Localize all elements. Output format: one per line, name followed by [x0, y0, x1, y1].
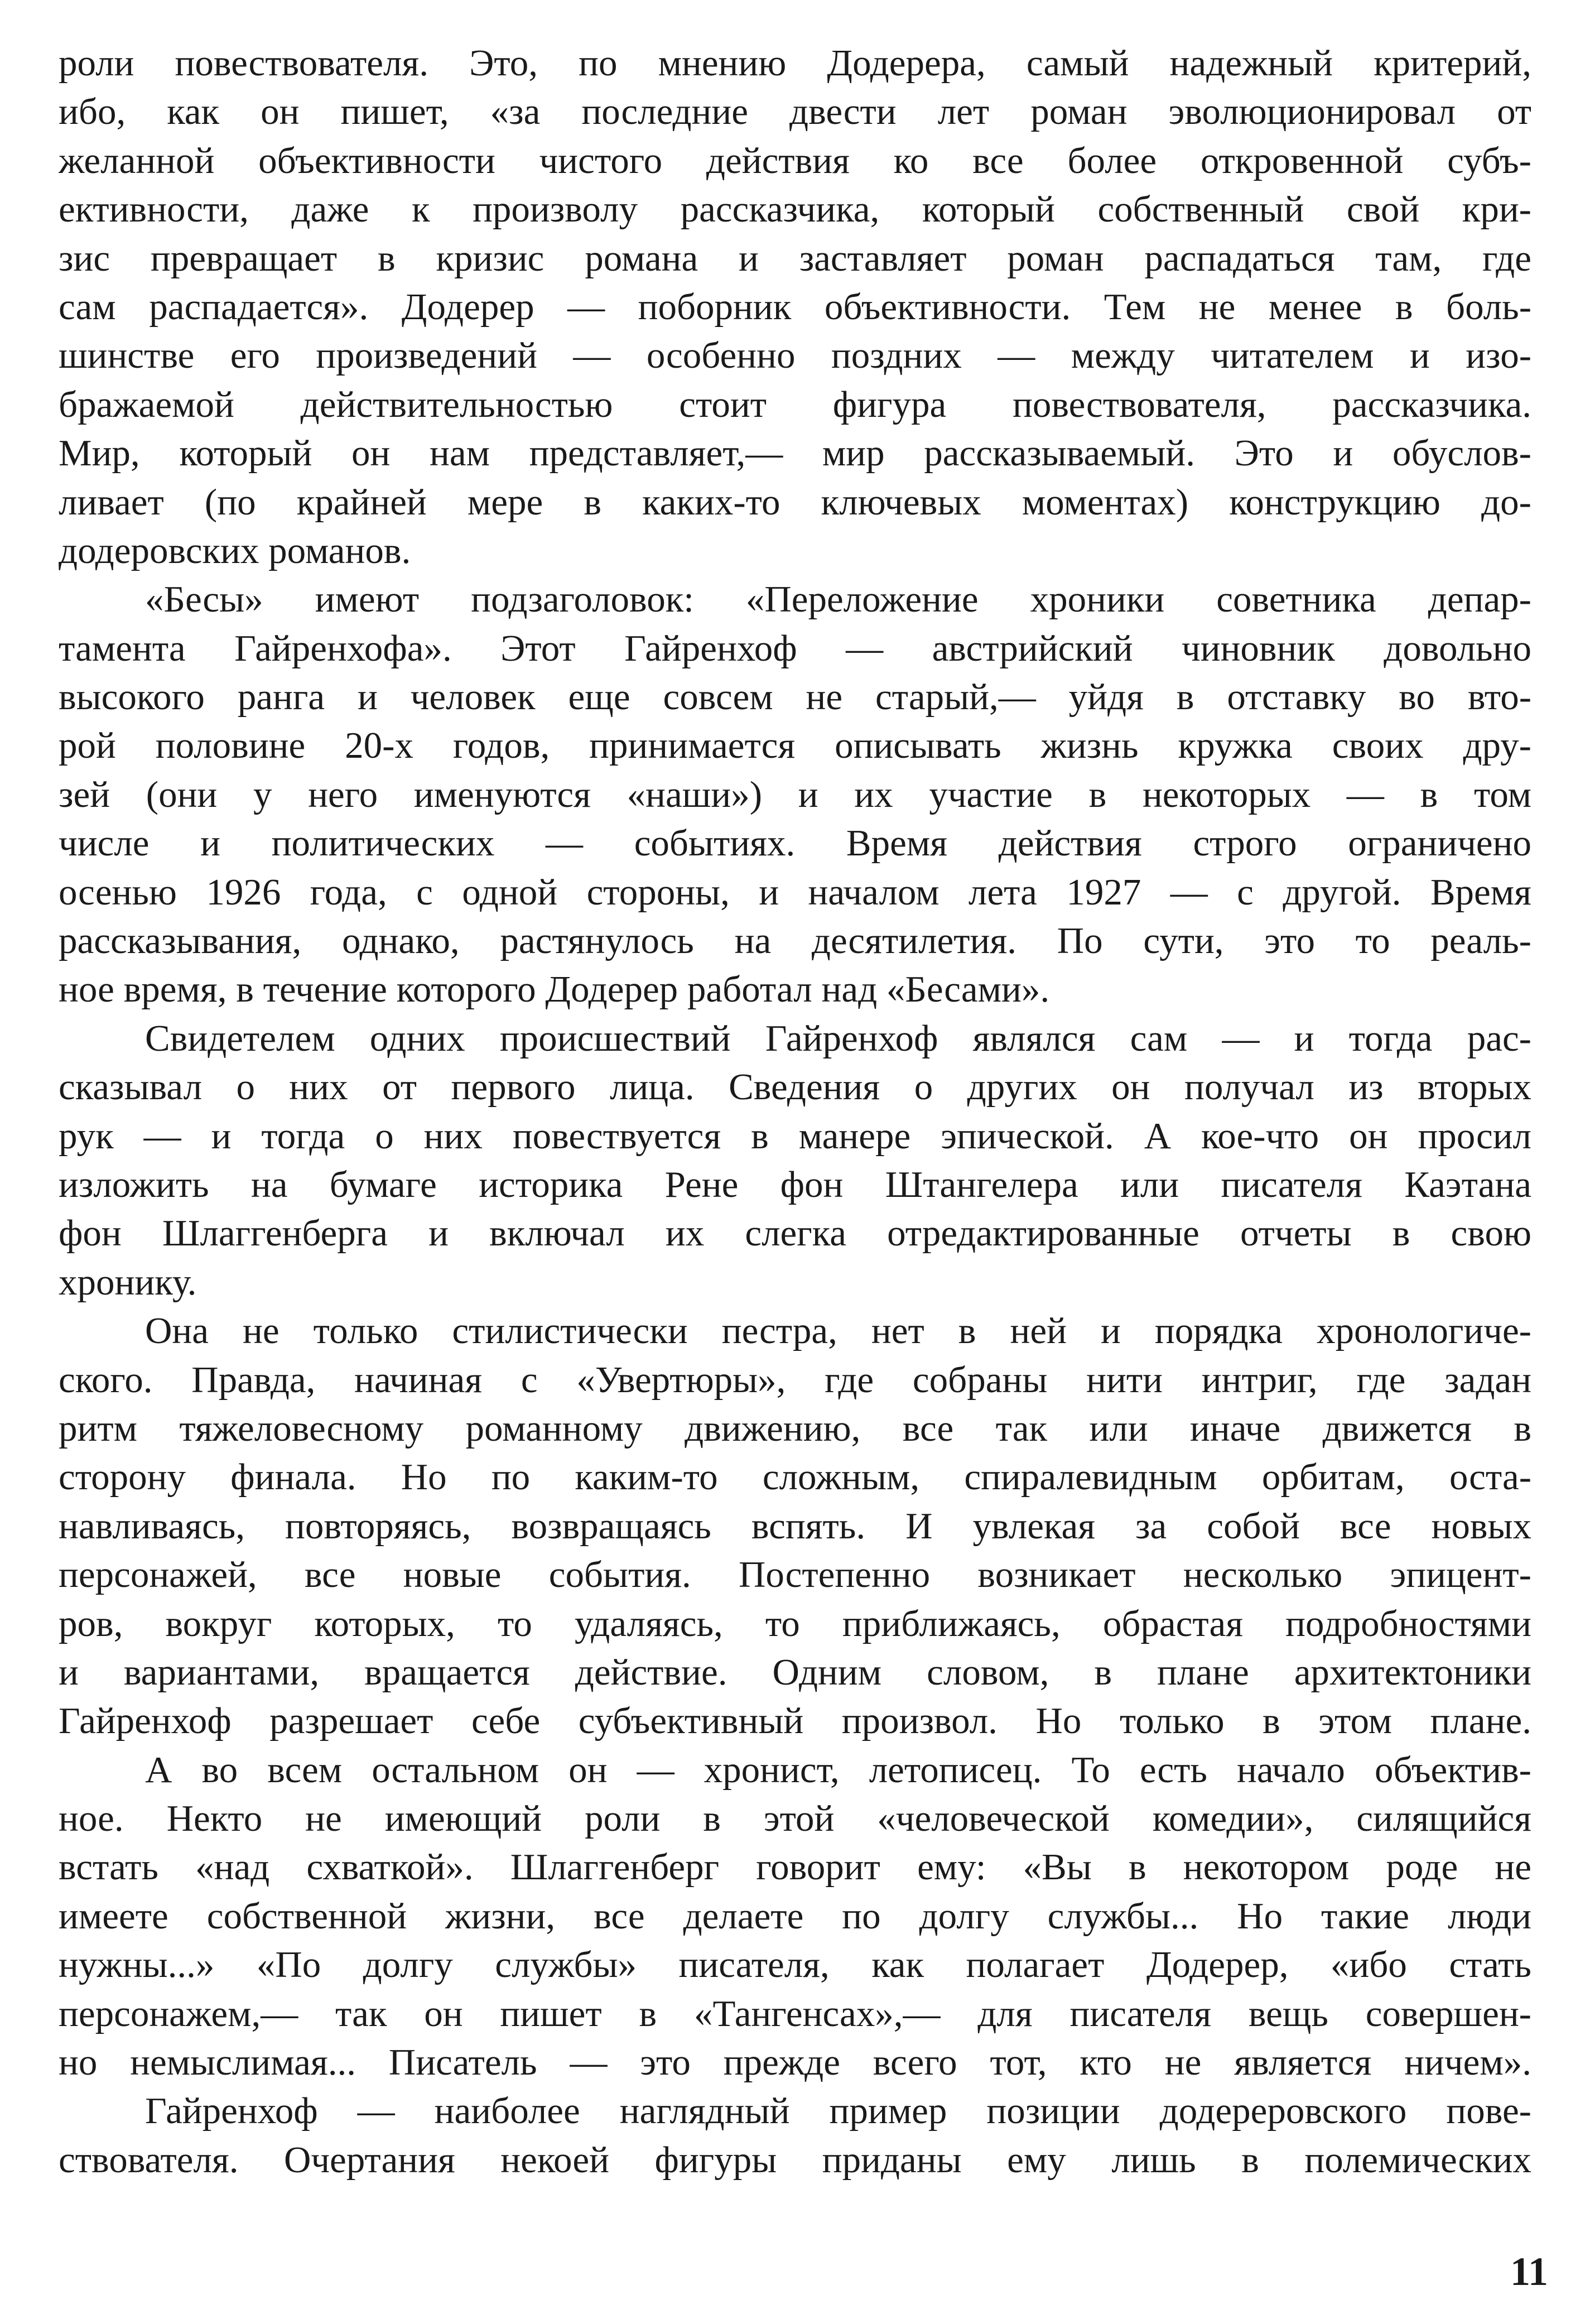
text-line: персонажей, все новые события. Постепенно возникает несколько эпицент-	[59, 1554, 1531, 1596]
text-line: ное время, в течение которого Додерер работал над «Бесами».	[59, 969, 1050, 1011]
text-line: ского. Правда, начиная с «Увертюры», где собраны нити интриг, где задан	[59, 1359, 1531, 1401]
text-line: зис превращает в кризис романа и заставляет роман распадаться там, где	[59, 237, 1531, 279]
text-line: Гайренхоф — наиболее наглядный пример позиции додереровского пове-	[145, 2090, 1531, 2132]
text-line: сам распадается». Додерер — поборник объективности. Тем не менее в боль-	[59, 286, 1531, 328]
text-line: осенью 1926 года, с одной стороны, и началом лета 1927 — с другой. Время	[59, 871, 1531, 913]
body-text	[59, 39, 1531, 2185]
text-line: имеете собственной жизни, все делаете по долгу службы... Но такие люди	[59, 1895, 1531, 1937]
text-line: сказывал о них от первого лица. Сведения о других он получал из вторых	[59, 1066, 1531, 1108]
text-line: Мир, который он нам представляет,— мир рассказываемый. Это и обуслов-	[59, 432, 1531, 474]
text-line: желанной объективности чистого действия ко все более откровенной субъ-	[59, 139, 1531, 181]
text-line: встать «над схваткой». Шлаггенберг говорит ему: «Вы в некотором роде не	[59, 1846, 1531, 1888]
text-line: «Бесы» имеют подзаголовок: «Переложение хроники советника депар-	[145, 579, 1531, 620]
text-line: рассказывания, однако, растянулось на десятилетия. По сути, это то реаль-	[59, 920, 1531, 962]
text-line: тамента Гайренхофа». Этот Гайренхоф — австрийский чиновник довольно	[59, 627, 1531, 669]
text-line: числе и политических — событиях. Время действия строго ограничено	[59, 822, 1531, 864]
text-line: фон Шлаггенберга и включал их слегка отредактированные отчеты в свою	[59, 1212, 1531, 1254]
text-line: рук — и тогда о них повествуется в манере эпической. А кое-что он просил	[59, 1115, 1531, 1157]
text-line: персонажем,— так он пишет в «Тангенсах»,— для писателя вещь совершен-	[59, 1993, 1531, 2034]
text-line: додеровских романов.	[59, 530, 411, 571]
text-line: ективности, даже к произволу рассказчика, который собственный свой кри-	[59, 189, 1531, 230]
text-line: но немыслимая... Писатель — это прежде всего тот, кто не является ничем».	[59, 2042, 1531, 2084]
text-line: ное. Некто не имеющий роли в этой «человеческой комедии», силящийся	[59, 1798, 1531, 1840]
text-line: изложить на бумаге историка Рене фон Штангелера или писателя Каэтана	[59, 1163, 1531, 1205]
text-line: навливаясь, повторяясь, возвращаясь вспять. И увлекая за собой все новых	[59, 1505, 1531, 1547]
text-line: зей (они у него именуются «наши») и их участие в некоторых — в том	[59, 773, 1531, 815]
text-line: Гайренхоф разрешает себе субъективный произвол. Но только в этом плане.	[59, 1700, 1531, 1742]
text-line: нужны...» «По долгу службы» писателя, как полагает Додерер, «ибо стать	[59, 1944, 1531, 1986]
text-line: роли повествователя. Это, по мнению Додерера, самый надежный критерий,	[59, 42, 1531, 84]
text-line: хронику.	[59, 1261, 197, 1303]
text-line: бражаемой действительностью стоит фигура повествователя, рассказчика.	[59, 383, 1531, 425]
text-line: ибо, как он пишет, «за последние двести лет роман эволюционировал от	[59, 91, 1531, 133]
text-line: ров, вокруг которых, то удаляясь, то приближаясь, обрастая подробностями	[59, 1603, 1531, 1644]
text-line: Она не только стилистически пестра, нет в ней и порядка хронологиче-	[145, 1310, 1531, 1352]
text-line: сторону финала. Но по каким-то сложным, спиралевидным орбитам, оста-	[59, 1456, 1531, 1498]
text-line: ливает (по крайней мере в каких-то ключевых моментах) конструкцию до-	[59, 481, 1531, 523]
text-line: ствователя. Очертания некоей фигуры приданы ему лишь в полемических	[59, 2139, 1531, 2181]
text-line: шинстве его произведений — особенно поздних — между читателем и изо-	[59, 335, 1531, 377]
text-line: Свидетелем одних происшествий Гайренхоф являлся сам — и тогда рас-	[145, 1017, 1531, 1059]
text-line: рой половине 20-х годов, принимается описывать жизнь кружка своих дру-	[59, 725, 1531, 767]
text-line: А во всем остальном он — хронист, летописец. То есть начало объектив-	[145, 1749, 1531, 1791]
text-line: и вариантами, вращается действие. Одним словом, в плане архитектоники	[59, 1651, 1531, 1693]
text-line: ритм тяжеловесному романному движению, все так или иначе движется в	[59, 1407, 1531, 1449]
page-number: 11	[1510, 2249, 1548, 2294]
text-line: высокого ранга и человек еще совсем не старый,— уйдя в отставку во вто-	[59, 676, 1531, 718]
